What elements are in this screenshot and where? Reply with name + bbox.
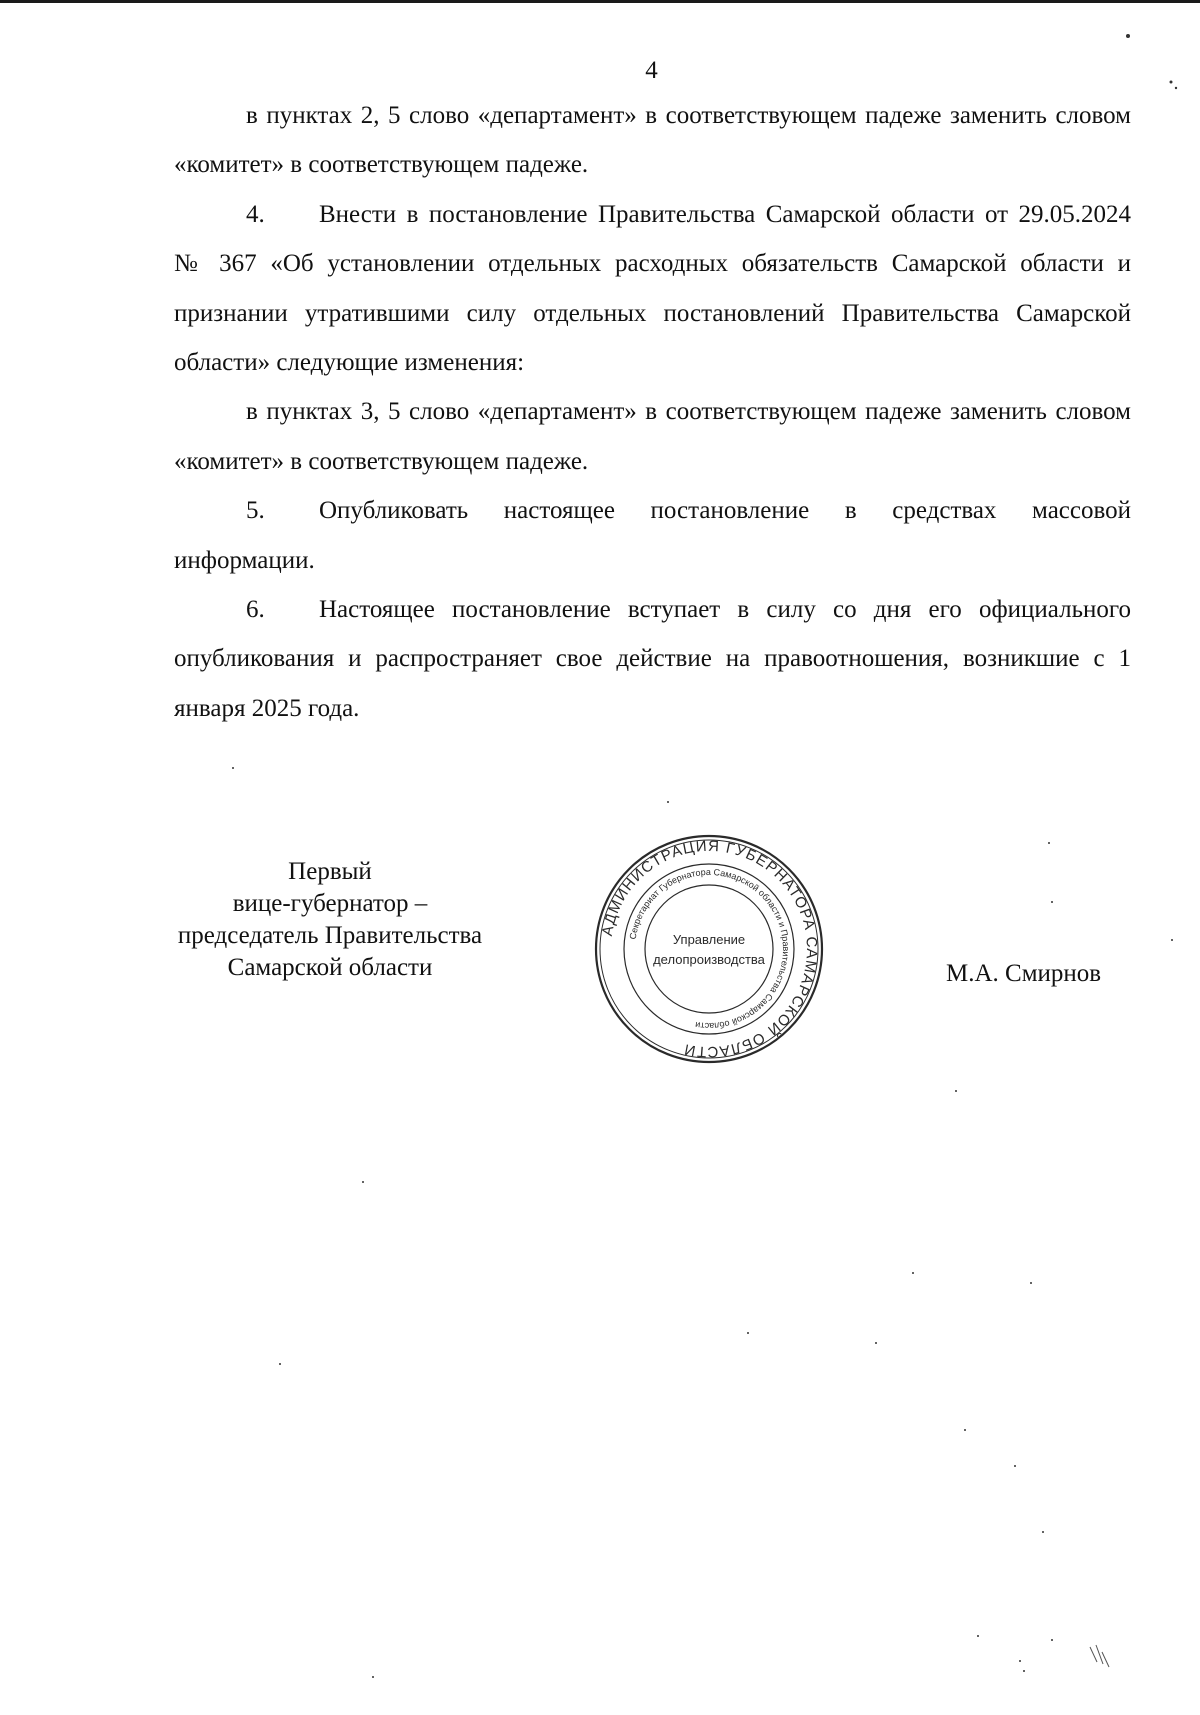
paragraph-text: Внести в постановление Правительства Самарской области от 29.05.2024 № 367 «Об установлении отдельных расходных обязательств Самарской области и признании утратившими силу отдельных постановлений Правительства Самарской области» следующие изменения: bbox=[174, 200, 1131, 377]
official-stamp bbox=[592, 832, 826, 1066]
signatory-position bbox=[150, 856, 510, 984]
paragraph bbox=[174, 91, 1131, 190]
paragraph-text: в пунктах 3, 5 слово «департамент» в соответствующем падеже заменить словом «комитет» в соответствующем падеже. bbox=[174, 398, 1131, 475]
position-line: председатель Правительства bbox=[177, 922, 483, 949]
paragraph-number: 4. bbox=[246, 200, 265, 228]
stamp-outer-text: АДМИНИСТРАЦИЯ ГУБЕРНАТОРА САМАРСКОЙ ОБЛАСТИ bbox=[598, 837, 821, 1061]
paragraph-number: 5. bbox=[246, 497, 265, 525]
paragraph-text: Опубликовать настоящее постановление в средствах массовой информации. bbox=[174, 497, 1131, 574]
numbered-paragraph bbox=[174, 190, 1131, 388]
position-line: Первый bbox=[288, 858, 372, 885]
signer-name: М.А. Смирнов bbox=[946, 960, 1102, 987]
stamp-inner-text: Секретариат Губернатора Самарской области и Правительства Самарской области bbox=[627, 866, 792, 1032]
page-number: 4 bbox=[645, 57, 658, 84]
stamp-inner-ring bbox=[645, 885, 773, 1013]
position-line: вице-губернатор – bbox=[232, 890, 428, 917]
document-body bbox=[174, 91, 1131, 733]
paragraph-text: в пунктах 2, 5 слово «департамент» в соответствующем падеже заменить словом «комитет» в соответствующем падеже. bbox=[174, 102, 1131, 179]
paragraph-text: Настоящее постановление вступает в силу со дня его официального опубликования и распространяет свое действие на правоотношения, возникшие с 1 января 2025 года. bbox=[174, 596, 1131, 722]
position-line: Самарской области bbox=[227, 954, 433, 981]
stamp-center-line: делопроизводства bbox=[653, 952, 765, 967]
page-top-edge bbox=[0, 0, 1200, 3]
paragraph bbox=[174, 387, 1131, 486]
numbered-paragraph bbox=[174, 486, 1131, 585]
stamp-center-line: Управление bbox=[672, 932, 746, 947]
stamp-middle-ring bbox=[624, 864, 794, 1034]
numbered-paragraph bbox=[174, 585, 1131, 733]
paragraph-number: 6. bbox=[246, 596, 265, 624]
